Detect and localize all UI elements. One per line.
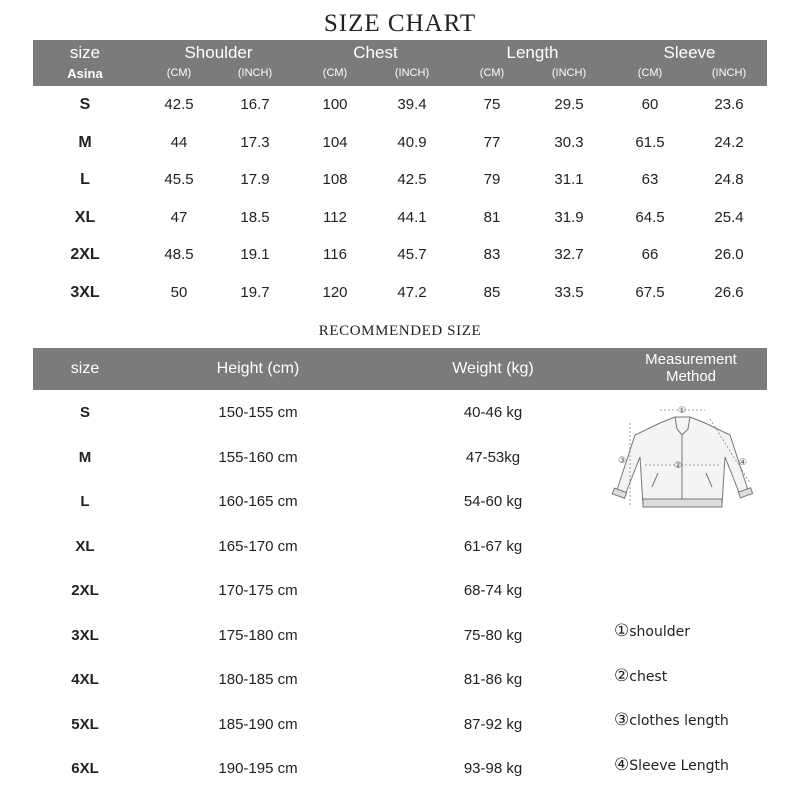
table-row: [33, 237, 767, 274]
cell-height: 165-170 cm: [218, 537, 298, 555]
header-unit-cm: (CM): [637, 67, 663, 79]
header-shoulder: Shoulder: [184, 43, 253, 62]
header-unit-inch: (INCH): [394, 67, 430, 79]
jacket-measurement-diagram: [600, 395, 765, 525]
cell-length-inch: 29.5: [554, 96, 584, 113]
diagram-mark-chest: ②: [673, 461, 683, 471]
cell-chest-cm: 112: [323, 208, 347, 226]
header-unit-inch: (INCH): [237, 67, 273, 79]
cell-shoulder-inch: 17.9: [240, 171, 270, 188]
cell-shoulder-cm: 48.5: [164, 246, 194, 263]
cell-weight: 93-98 kg: [463, 760, 523, 777]
cell-height: 185-190 cm: [218, 715, 298, 733]
cell-sleeve-inch: 24.8: [714, 171, 744, 188]
cell-size: 6XL: [71, 760, 99, 777]
diagram-mark-length: ③: [617, 456, 627, 466]
cell-chest-inch: 44.1: [397, 208, 427, 226]
cell-size: S: [79, 404, 90, 421]
header-measurement-method: Measurement Method: [645, 351, 737, 385]
cell-shoulder-cm: 44: [170, 133, 188, 151]
header-chest: Chest: [353, 43, 398, 62]
cell-shoulder-inch: 19.7: [240, 283, 270, 301]
legend-label: Sleeve Length: [629, 758, 729, 774]
cell-length-cm: 85: [483, 283, 501, 301]
table-row: [33, 162, 767, 199]
legend-number: ④: [614, 755, 630, 775]
cell-length-inch: 31.1: [554, 171, 584, 188]
cell-shoulder-cm: 50: [170, 283, 188, 301]
cell-weight: 68-74 kg: [463, 582, 523, 599]
cell-size: 2XL: [70, 246, 100, 263]
cell-sleeve-inch: 23.6: [714, 96, 744, 113]
cell-chest-inch: 47.2: [397, 283, 427, 301]
cell-height: 180-185 cm: [218, 671, 298, 688]
cell-height: 160-165 cm: [218, 493, 298, 510]
cell-size: 2XL: [71, 582, 99, 599]
header-sleeve: Sleeve: [663, 43, 716, 62]
cell-shoulder-cm: 47: [170, 208, 188, 226]
legend-item-sleeve-length: [614, 755, 729, 775]
header-unit-inch: (INCH): [551, 67, 587, 79]
cell-chest-inch: 39.4: [397, 96, 427, 113]
legend-label: chest: [629, 669, 668, 685]
cell-chest-cm: 116: [323, 246, 347, 263]
cell-height: 155-160 cm: [218, 448, 298, 466]
cell-size: 3XL: [71, 626, 99, 644]
cell-chest-cm: 108: [322, 171, 348, 188]
cell-sleeve-cm: 61.5: [635, 133, 665, 151]
cell-height: 170-175 cm: [218, 582, 298, 599]
table-row: [33, 526, 767, 570]
cell-shoulder-inch: 16.7: [240, 96, 270, 113]
header-length: Length: [506, 43, 559, 62]
size-chart-header: [33, 40, 767, 86]
cell-length-inch: 31.9: [554, 208, 584, 226]
header-unit-inch: (INCH): [711, 67, 747, 79]
legend-number: ②: [614, 666, 630, 686]
table-row: [33, 275, 767, 312]
cell-size: L: [80, 493, 90, 510]
header-size: size: [70, 360, 100, 377]
cell-height: 175-180 cm: [218, 626, 298, 644]
legend-number: ①: [614, 621, 630, 641]
cell-length-cm: 83: [483, 246, 501, 263]
legend-item-shoulder: [614, 621, 690, 641]
cell-height: 150-155 cm: [218, 404, 298, 421]
diagram-mark-sleeve: ④: [738, 458, 748, 468]
cell-length-inch: 33.5: [554, 283, 584, 301]
cell-sleeve-inch: 26.6: [714, 283, 744, 301]
cell-weight: 40-46 kg: [463, 404, 523, 421]
cell-chest-cm: 104: [322, 133, 348, 151]
cell-shoulder-cm: 42.5: [164, 96, 194, 113]
cell-sleeve-inch: 26.0: [714, 246, 744, 263]
cell-chest-cm: 120: [322, 283, 348, 301]
cell-size: 3XL: [70, 283, 100, 301]
recommended-header: [33, 348, 767, 390]
legend-label: shoulder: [629, 624, 691, 640]
recommended-size-title: RECOMMENDED SIZE: [318, 323, 482, 339]
cell-length-cm: 81: [483, 208, 501, 226]
cell-size: L: [80, 171, 90, 188]
cell-chest-cm: 100: [322, 96, 348, 113]
cell-size: S: [79, 96, 91, 113]
cell-size: XL: [74, 208, 96, 226]
header-size: size: [69, 43, 101, 62]
cell-weight: 61-67 kg: [463, 537, 523, 555]
cell-weight: 87-92 kg: [463, 715, 523, 733]
cell-height: 190-195 cm: [218, 760, 298, 777]
cell-length-cm: 77: [483, 133, 501, 151]
diagram-mark-shoulder: ①: [677, 406, 687, 416]
size-chart-title: SIZE CHART: [323, 10, 477, 37]
cell-chest-inch: 45.7: [397, 246, 427, 263]
table-row: [33, 87, 767, 124]
cell-sleeve-cm: 66: [641, 246, 659, 263]
cell-sleeve-inch: 25.4: [714, 208, 744, 226]
cell-size: XL: [75, 537, 95, 555]
header-brand: Asina: [67, 66, 103, 81]
cell-weight: 54-60 kg: [463, 493, 523, 510]
cell-sleeve-cm: 60: [641, 96, 659, 113]
cell-length-inch: 30.3: [554, 133, 584, 151]
header-unit-cm: (CM): [479, 67, 505, 79]
cell-shoulder-cm: 45.5: [164, 171, 194, 188]
cell-sleeve-cm: 67.5: [635, 283, 665, 301]
cell-length-inch: 32.7: [554, 246, 584, 263]
cell-weight: 47-53kg: [465, 448, 521, 466]
legend-number: ③: [614, 710, 630, 730]
cell-length-cm: 79: [483, 171, 501, 188]
cell-shoulder-inch: 18.5: [240, 208, 270, 226]
table-row: [33, 125, 767, 162]
cell-chest-inch: 42.5: [397, 171, 427, 188]
table-row: [33, 200, 767, 237]
cell-size: M: [78, 448, 92, 466]
header-weight: Weight (kg): [452, 360, 534, 377]
legend-item-chest: [614, 666, 667, 686]
cell-shoulder-inch: 17.3: [240, 133, 270, 151]
cell-weight: 75-80 kg: [463, 626, 523, 644]
header-unit-cm: (CM): [322, 67, 348, 79]
legend-label: clothes length: [629, 713, 729, 729]
cell-sleeve-inch: 24.2: [714, 133, 744, 151]
table-row: [33, 570, 767, 614]
cell-length-cm: 75: [483, 96, 501, 113]
cell-size: 5XL: [71, 715, 99, 733]
header-height: Height (cm): [216, 360, 300, 377]
cell-sleeve-cm: 63: [641, 171, 659, 188]
cell-size: 4XL: [71, 671, 99, 688]
cell-sleeve-cm: 64.5: [635, 208, 665, 226]
cell-shoulder-inch: 19.1: [240, 246, 270, 263]
header-unit-cm: (CM): [166, 67, 192, 79]
cell-weight: 81-86 kg: [463, 671, 523, 688]
cell-size: M: [78, 133, 92, 151]
legend-item-clothes-length: [614, 710, 729, 730]
cell-chest-inch: 40.9: [397, 133, 427, 151]
